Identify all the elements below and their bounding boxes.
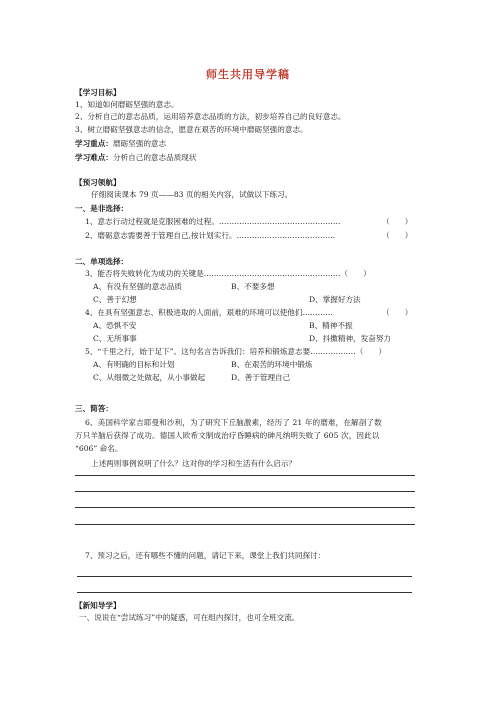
key-point-label: 学习重点： — [75, 139, 113, 148]
goal-item-1: 1、知道如何磨砺坚强的意志。 — [75, 100, 179, 109]
page-title: 师生共用导学稿 — [206, 68, 290, 81]
difficult-point-label: 学习难点： — [75, 153, 113, 162]
mc-answer-4[interactable]: （ ） — [382, 308, 413, 317]
goal-item-3: 3、树立磨砺坚强意志的信念，愿意在艰苦的环境中磨砺坚强的意志。 — [75, 125, 308, 134]
mc-question-4: 4、在具有坚强意志、积极进取的人面前，艰难的环境可以使他们………… — [85, 308, 333, 317]
mc-q5-option-a: A、有明确的目标和计划 — [93, 360, 175, 369]
answer-line-3[interactable] — [75, 507, 415, 508]
mc-q4-option-c: C、无所事事 — [93, 334, 137, 343]
q6-ask: 上述两则事例说明了什么？这对你的学习和生活有什么启示？ — [91, 459, 297, 468]
tf-answer-2[interactable]: （ ） — [382, 231, 413, 240]
mc-question-3: 3、能否将失败转化为成功的关键是………………………………………………（ ） — [85, 269, 371, 278]
q6-line-1: 6、美国科学家吉耶曼和沙利，为了研究下丘脑激素，经历了 21 年的磨难，在解剖了数 — [85, 418, 382, 427]
goals-header: 【学习目标】 — [75, 88, 121, 97]
q6-line-2: 万只羊脑后获得了成功。德国人欧希文制成治疗昏睡病的砷凡纳明失败了 605 次，因此以 — [75, 431, 380, 440]
mc-q5-option-b: B、在艰苦的环境中锻炼 — [231, 360, 313, 369]
mc-question-5: 5、“千里之行，始于足下”。这句名言告诉我们：培养和锻炼意志要………………（ ） — [85, 347, 387, 356]
mc-q5-option-c: C、从细微之处做起，从小事做起 — [93, 373, 206, 382]
mc-q5-option-d: D、善于管理自己 — [231, 373, 291, 382]
tf-question-1: 1、意志行动过程就是克服困难的过程。………………………………………… — [85, 217, 341, 226]
mc-q4-option-a: A、恐惧不安 — [93, 321, 137, 330]
key-point-text: 磨砺坚强的意志 — [112, 139, 167, 148]
mc-q3-option-c: C、善于幻想 — [93, 295, 137, 304]
preview-header: 【预习领航】 — [75, 178, 121, 187]
q7: 7、预习之后，还有哪些不懂的问题，请记下来，课堂上我们共同探讨： — [85, 551, 326, 560]
mc-q4-option-d: D、抖擞精神，发奋努力 — [309, 334, 392, 343]
q6-line-3: “606” 命名。 — [75, 444, 123, 453]
preview-intro: 仔细阅读课本 79 页——83 页的相关内容，试做以下练习。 — [91, 190, 293, 199]
tf-question-2: 2、磨砺意志需要善于管理自己,按计划实行。………………………………… — [85, 231, 336, 240]
difficult-point-text: 分析自己的意志品质现状 — [112, 153, 197, 162]
tf-answer-1[interactable]: （ ） — [382, 217, 413, 226]
key-point — [75, 139, 166, 149]
answer-line-4[interactable] — [75, 524, 415, 525]
mc-q3-option-d: D、掌握好方法 — [309, 295, 361, 304]
mc-q3-option-a: A、有没有坚强的意志品质 — [93, 282, 183, 291]
answer-line-5[interactable] — [77, 576, 412, 577]
newknow-header: 【新知导学】 — [75, 601, 121, 610]
mc-header: 二、单项选择： — [75, 257, 129, 266]
answer-line-6[interactable] — [77, 592, 412, 593]
goal-item-2: 2、分析自己的意志品质，运用培养意志品质的方法，初步培养自己的良好意志。 — [75, 112, 346, 121]
mc-q3-option-b: B、不要多想 — [231, 282, 275, 291]
difficult-point — [75, 153, 197, 163]
mc-q4-option-b: B、精神不振 — [309, 321, 353, 330]
answer-line-1[interactable] — [75, 475, 415, 476]
short-header: 三、简答： — [75, 404, 113, 413]
answer-line-2[interactable] — [75, 491, 415, 492]
newknow-item-1: 一、说说在“尝试练习”中的疑惑，可在组内探讨，也可全班交流。 — [79, 613, 300, 622]
tf-header: 一、是非选择： — [75, 204, 129, 213]
